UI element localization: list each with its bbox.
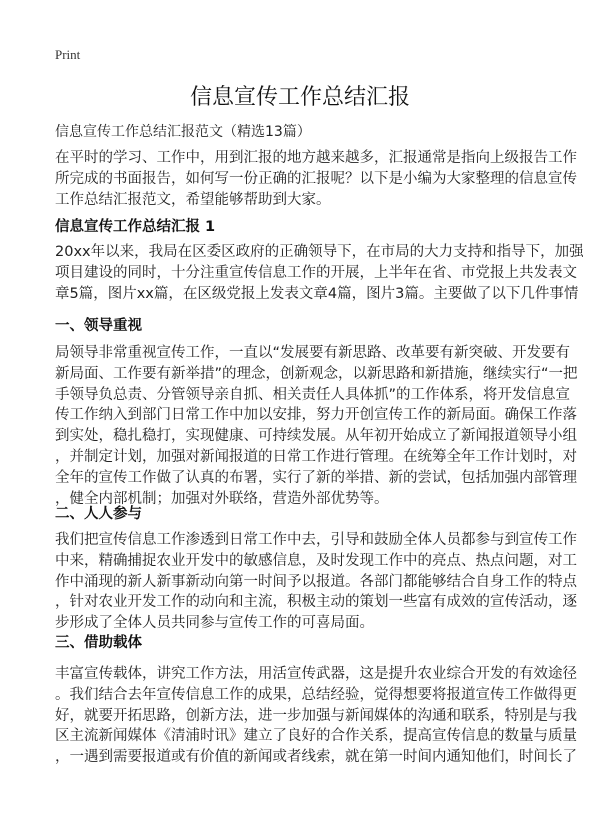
document-title: 信息宣传工作总结汇报 xyxy=(189,85,410,110)
text-line: 作中涌现的新人新事新动向第一时间予以报道。各部门都能够结合自身工作的特点 xyxy=(55,573,577,590)
text-line: 。我们结合去年宣传信息工作的成果，总结经验，觉得想要将报道宣传工作做得更 xyxy=(55,686,577,703)
text-line: 所完成的书面报告，如何写一份正确的汇报呢？以下是小编为大家整理的信息宣传 xyxy=(55,170,577,187)
text-line: 丰富宣传载体，讲究工作方法，用活宣传武器，这是提升农业综合开发的有效途径 xyxy=(55,666,577,682)
intro-paragraph xyxy=(55,148,577,210)
section1-paragraph xyxy=(55,242,584,304)
text-line: ，针对农业开发工作的动向和主流，积极主动的策划一些富有成效的宣传活动，逐 xyxy=(55,594,577,611)
text-line: 全年的宣传工作做了认真的布署，实行了新的举措、新的尝试，包括加强内部管理 xyxy=(55,469,577,486)
text-line: 中来，精确捕捉农业开发中的敏感信息，及时发现工作中的亮点、热点问题，对工 xyxy=(55,552,577,569)
text-line: ，并制定计划，加强对新闻报道的日常工作进行管理。在统筹全年工作计划时，对 xyxy=(55,448,577,465)
text-line: 手领导负总责、分管领导亲自抓、相关责任人具体抓”的工作体系，将开发信息宣 xyxy=(55,386,571,403)
text-line: 项目建设的同时，十分注重宣传信息工作的开展，上半年在省、市党报上共发表文 xyxy=(55,264,577,281)
text-line: ，一遇到需要报道或有价值的新闻或者线索，就在第一时间内通知他们，时间长了 xyxy=(55,749,577,766)
text-line: 步形成了全体人员共同参与宣传工作的可喜局面。 xyxy=(55,615,374,632)
print-link[interactable]: Print xyxy=(55,47,81,62)
part1-paragraph xyxy=(55,343,578,509)
part2-paragraph xyxy=(55,530,577,634)
text-line: 区主流新闻媒体《清浦时讯》建立了良好的合作关系，提高宣传信息的数量与质量 xyxy=(55,728,577,745)
text-line: 章5篇，图片xx篇，在区级党报上发表文章4篇，图片3篇。主要做了以下几件事情 xyxy=(55,285,579,302)
text-line: 20xx年以来，我局在区委区政府的正确领导下，在市局的大力支持和指导下，加强 xyxy=(55,244,584,260)
text-line: ，健全内部机制；加强对外联络，营造外部优势等。 xyxy=(55,490,389,507)
part3-paragraph xyxy=(55,664,577,768)
part2-heading: 二、人人参与 xyxy=(55,506,142,522)
text-line: 新局面、工作要有新举措”的理念，创新观念，以新思路和新措施，继续实行“一把 xyxy=(55,365,578,382)
text-line: 传工作纳入到部门日常工作中加以安排，努力开创宣传工作的新局面。确保工作落 xyxy=(55,407,577,424)
part3-heading: 三、借助载体 xyxy=(55,635,142,651)
text-line: 在平时的学习、工作中，用到汇报的地方越来越多，汇报通常是指向上级报告工作 xyxy=(55,150,577,166)
text-line: 好，就要开拓思路，创新方法，进一步加强与新闻媒体的沟通和联系，特别是与我 xyxy=(55,707,577,724)
text-line: 工作总结汇报范文，希望能够帮助到大家。 xyxy=(55,191,331,208)
text-line: 我们把宣传信息工作渗透到日常工作中去，引导和鼓励全体人员都参与到宣传工作 xyxy=(55,532,577,548)
part1-heading: 一、领导重视 xyxy=(55,318,142,334)
section-heading: 信息宣传工作总结汇报 1 xyxy=(55,219,216,235)
text-line: 到实处，稳扎稳打，实现健康、可持续发展。从年初开始成立了新闻报道领导小组 xyxy=(55,428,577,445)
text-line: 局领导非常重视宣传工作，一直以“发展要有新思路、改革要有新突破、开发要有 xyxy=(55,345,571,361)
document-subtitle: 信息宣传工作总结汇报范文（精选13篇） xyxy=(55,124,311,140)
